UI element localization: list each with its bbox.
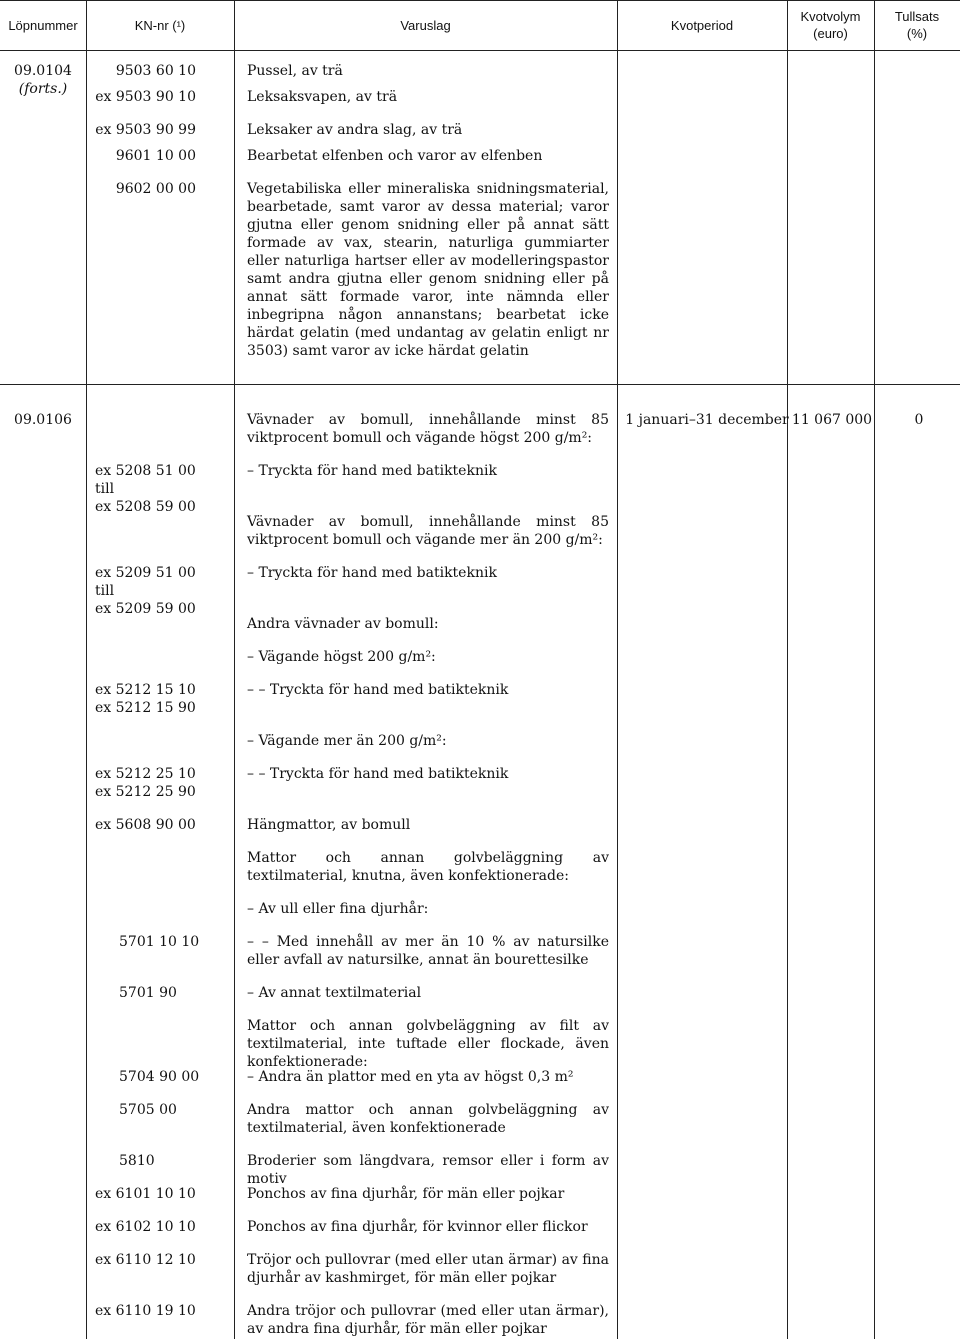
kn-code: 9601 10 00	[115, 148, 196, 164]
kn-code-line2: ex 5208 59 00	[95, 499, 196, 515]
kn-code: ex 6102 10 10	[95, 1219, 196, 1235]
header-tullsats-line2: (%)	[906, 26, 928, 41]
column-divider	[234, 0, 235, 1339]
description: Andra tröjor och pullovrar (med eller utan ärmar), av andra fina djurhår, för män eller pojkar	[247, 1303, 609, 1337]
kn-code: 5704 90 00	[119, 1069, 200, 1085]
section-divider	[0, 384, 960, 385]
kn-code	[95, 681, 215, 717]
header-kvotperiod: Kvotperiod	[670, 17, 734, 33]
kn-code: ex 6110 12 10	[95, 1252, 196, 1268]
forts-note: (forts.)	[18, 81, 68, 97]
description: – Av ull eller fina djurhår:	[247, 901, 429, 917]
header-tullsats	[874, 0, 960, 50]
header-kvotvolym	[787, 0, 874, 50]
kn-code: 9503 60 10	[115, 63, 196, 79]
lopnummer: 09.0106	[14, 412, 72, 428]
kn-code	[95, 765, 215, 801]
kn-code: 5810	[119, 1153, 155, 1169]
lopnummer: 09.0104	[14, 63, 72, 79]
description: Leksaker av andra slag, av trä	[247, 122, 463, 138]
description: Ponchos av fina djurhår, för män eller pojkar	[247, 1186, 565, 1202]
kn-code: 5705 00	[119, 1102, 177, 1118]
description: Andra mattor och annan golvbeläggning av textilmaterial, även konfektionerade	[247, 1102, 609, 1136]
description: Hängmattor, av bomull	[247, 817, 411, 833]
description: – Tryckta för hand med batikteknik	[247, 565, 497, 581]
header-kn-nr: KN-nr (¹)	[134, 17, 186, 33]
description: Vegetabiliska eller mineraliska snidningsmaterial, bearbetade, samt varor av dessa material; varor gjutna eller genom snidning eller på annat sätt formade av vax, stearin, naturliga gummiarter eller naturliga hartser eller av modelleringspastor samt andra gjutna eller genom snidning eller på annat sätt formade varor, inte nämnda eller inbegripna någon annanstans; bearbetat icke härdat gelatin (med undantag av gelatin enligt nr 3503) samt varor av icke härdat gelatin	[247, 181, 609, 359]
header-bottom-border	[0, 50, 960, 51]
description: – Vägande högst 200 g/m²:	[247, 649, 436, 665]
tullsats: 0	[914, 412, 924, 428]
description: Mattor och annan golvbeläggning av textilmaterial, knutna, även konfektionerade:	[247, 850, 609, 884]
kvotvolym: 11 067 000	[791, 412, 873, 428]
description: – Andra än plattor med en yta av högst 0,3 m²	[247, 1069, 574, 1085]
kn-code-line1: ex 5209 51 00 till	[95, 565, 196, 599]
description: Bearbetat elfenben och varor av elfenben	[247, 148, 543, 164]
lopnummer-cell	[0, 62, 86, 98]
header-lopnummer: Löpnummer	[8, 17, 78, 33]
column-divider	[874, 0, 875, 1339]
kn-code: ex 6110 19 10	[95, 1303, 196, 1319]
description: Andra vävnader av bomull:	[247, 616, 439, 632]
description: – – Med innehåll av mer än 10 % av natursilke eller avfall av natursilke, annat än bourettesilke	[247, 934, 609, 968]
kn-code-line1: ex 5208 51 00 till	[95, 463, 196, 497]
kn-code-line2: ex 5209 59 00	[95, 601, 196, 617]
column-divider	[86, 0, 87, 1339]
description: Tröjor och pullovrar (med eller utan ärmar) av fina djurhår av kashmirget, för män eller pojkar	[247, 1252, 609, 1286]
kn-code: ex 9503 90 10	[95, 89, 196, 105]
kn-code: ex 6101 10 10	[95, 1186, 196, 1202]
description: – Vägande mer än 200 g/m²:	[247, 733, 447, 749]
kn-code-line1: ex 5212 15 10	[95, 682, 196, 698]
kn-code-line2: ex 5212 15 90	[95, 700, 196, 716]
column-divider	[787, 0, 788, 1339]
column-divider	[617, 0, 618, 1339]
kn-code: 9602 00 00	[115, 181, 196, 197]
kn-code: 5701 90	[119, 985, 177, 1001]
kn-code: 5701 10 10	[119, 934, 200, 950]
description: – – Tryckta för hand med batikteknik	[247, 682, 509, 698]
description: Ponchos av fina djurhår, för kvinnor eller flickor	[247, 1219, 588, 1235]
description: Mattor och annan golvbeläggning av filt av textilmaterial, inte tuftade eller flockade, även konfektionerade:	[247, 1018, 609, 1070]
kn-code	[95, 462, 215, 516]
description: – – Tryckta för hand med batikteknik	[247, 766, 509, 782]
kn-code: ex 5608 90 00	[95, 817, 196, 833]
description: Broderier som längdvara, remsor eller i form av motiv	[247, 1153, 609, 1187]
header-tullsats-line1: Tullsats	[894, 9, 940, 24]
header-kvotvolym-line1: Kvotvolym	[800, 9, 861, 24]
kn-code-line2: ex 5212 25 90	[95, 784, 196, 800]
header-kvotvolym-line2: (euro)	[813, 26, 848, 41]
description: Vävnader av bomull, innehållande minst 85 viktprocent bomull och vägande högst 200 g/m²:	[247, 412, 609, 446]
kn-code: ex 9503 90 99	[95, 122, 196, 138]
kn-code	[95, 564, 215, 618]
description: Pussel, av trä	[247, 63, 343, 79]
header-varuslag: Varuslag	[400, 17, 451, 33]
kvotperiod: 1 januari–31 december	[625, 412, 789, 428]
description: – Tryckta för hand med batikteknik	[247, 463, 497, 479]
description: Vävnader av bomull, innehållande minst 85 viktprocent bomull och vägande mer än 200 g/m²:	[247, 514, 609, 548]
kn-code-line1: ex 5212 25 10	[95, 766, 196, 782]
description: – Av annat textilmaterial	[247, 985, 422, 1001]
description: Leksaksvapen, av trä	[247, 89, 398, 105]
